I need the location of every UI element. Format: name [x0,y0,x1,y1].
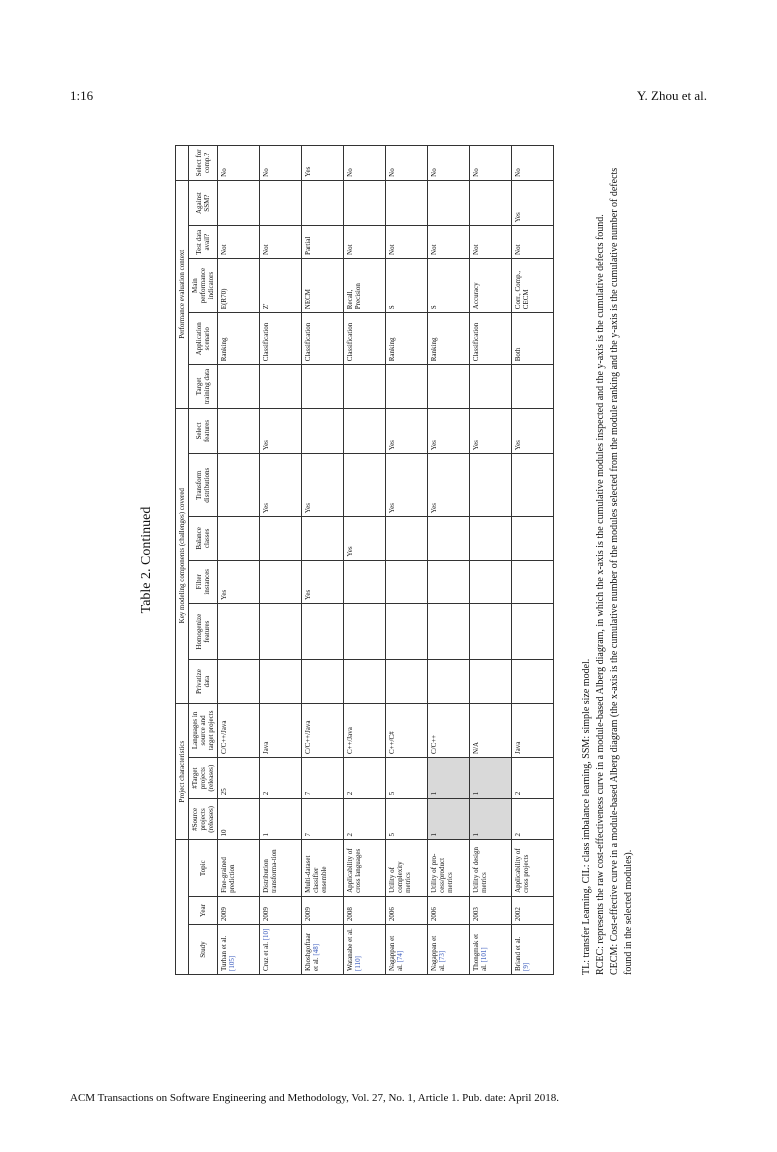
note: CECM: Cost-effective curve in a module-based Alberg diagram (the x-axis is the cumulative number of the modules selected from the module ranking and the y-axis is the cumulative number of defects found in the selected modules). [609,167,634,975]
cell-comp: No [260,146,302,181]
cell-lang: C++/Java [344,703,386,757]
cell-lang: N/A [470,703,512,757]
cell-test: Partial [302,226,344,259]
cell-src: 2 [512,799,554,840]
cell-target-train [260,365,302,408]
cell-topic: Fine-grained prediction [218,840,260,896]
cell-scenario: Both [512,313,554,365]
cell-select: Yes [428,408,470,454]
cell-src: 10 [218,799,260,840]
cell-src: 2 [344,799,386,840]
cell-privatize [428,660,470,703]
citation-link[interactable]: [73] [438,950,447,963]
cell-homogenize [260,603,302,659]
cell-select: Yes [470,408,512,454]
cell-ssm: Yes [512,180,554,226]
cell-select: Yes [512,408,554,454]
cell-target-train [302,365,344,408]
cell-balance [218,517,260,560]
note: RCEC: represents the raw cost-effectiveness curve in a module-based Alberg diagram, in which the x-axis is the cumulative modules inspected and the y-axis is the cumulative defects found. [595,214,606,975]
table-row [512,146,554,975]
cell-study [428,925,470,975]
cell-topic: Applicability of cross languages [344,840,386,896]
column-header-tgt: #Target projects (releases) [189,758,218,799]
column-header-ssm: Against SSM? [189,180,218,226]
cell-homogenize [386,603,428,659]
page-footer: ACM Transactions on Software Engineering and Methodology, Vol. 27, No. 1, Article 1. Pub. date: April 2018. [70,1092,559,1104]
cell-select [302,408,344,454]
cell-src: 7 [302,799,344,840]
cell-comp: No [512,146,554,181]
cell-indicators: Accuracy [470,258,512,312]
cell-scenario: Classification [344,313,386,365]
cell-topic: Utility of complexity metrics [386,840,428,896]
cell-filter [512,560,554,603]
cell-tgt: 25 [218,758,260,799]
cell-filter [344,560,386,603]
cell-target-train [512,365,554,408]
blank-group-cell [176,840,189,975]
cell-year: 2009 [302,896,344,924]
column-header-select: Select features [189,408,218,454]
page-header [70,88,707,106]
cell-test: Not [470,226,512,259]
table-row [470,146,512,975]
column-header-privatize: Privatize data [189,660,218,703]
column-header-indicators: Main performance indicators [189,258,218,312]
blank-group-cell [176,146,189,181]
cell-study [512,925,554,975]
study-name: Turhan et al. [220,935,229,971]
cell-topic: Multi-dataset classifier ensemble [302,840,344,896]
cell-target-train [386,365,428,408]
cell-select: Yes [260,408,302,454]
cell-privatize [344,660,386,703]
cell-tgt: 1 [470,758,512,799]
cell-filter: Yes [218,560,260,603]
cell-tgt: 5 [386,758,428,799]
cell-homogenize [218,603,260,659]
cell-indicators: E(R70) [218,258,260,312]
cell-homogenize [344,603,386,659]
cell-year: 2009 [218,896,260,924]
cell-indicators: NECM [302,258,344,312]
cell-filter [260,560,302,603]
cell-scenario: Classification [302,313,344,365]
cell-transform: Yes [386,454,428,517]
cell-indicators: Corr., Comp., CECM [512,258,554,312]
cell-study [302,925,344,975]
cell-tgt: 2 [512,758,554,799]
cell-transform [344,454,386,517]
cell-tgt: 2 [260,758,302,799]
cell-year: 2008 [344,896,386,924]
study-name: Cruz et al. [262,942,271,971]
cell-homogenize [302,603,344,659]
cell-select [218,408,260,454]
cell-study [260,925,302,975]
cell-src: 1 [470,799,512,840]
cell-lang: C/C++/Java [302,703,344,757]
note: TL: transfer Learning, CIL: class imbalance learning, SSM: simple size model. [581,658,592,975]
cell-scenario: Ranking [218,313,260,365]
cell-balance [386,517,428,560]
cell-homogenize [470,603,512,659]
cell-indicators: Z' [260,258,302,312]
cell-transform [512,454,554,517]
column-header-target-train: Target training data [189,365,218,408]
cell-filter [386,560,428,603]
cell-transform [218,454,260,517]
cell-topic: Applicability of cross projects [512,840,554,896]
cell-year: 2003 [470,896,512,924]
citation-link[interactable]: [105] [228,955,237,971]
cell-select [344,408,386,454]
cell-tgt: 1 [428,758,470,799]
cell-balance: Yes [344,517,386,560]
cell-filter [470,560,512,603]
cell-scenario: Ranking [386,313,428,365]
column-header-transform: Transform distributions [189,454,218,517]
table-row [344,146,386,975]
comparison-table [175,145,554,975]
cell-transform: Yes [428,454,470,517]
cell-year: 2009 [260,896,302,924]
cell-test: Not [512,226,554,259]
cell-homogenize [428,603,470,659]
cell-topic: Distribution transforma-tion [260,840,302,896]
table-row [260,146,302,975]
cell-balance [512,517,554,560]
running-authors: Y. Zhou et al. [636,88,707,103]
table-caption: Table 2. Continued [139,506,154,614]
cell-scenario: Classification [260,313,302,365]
column-header-filter: Filter instances [189,560,218,603]
rotated-table-block [139,145,634,975]
cell-select: Yes [386,408,428,454]
table-row [218,146,260,975]
cell-ssm [260,180,302,226]
cell-filter [428,560,470,603]
study-name: Nagappan et al. [388,935,405,971]
cell-transform [470,454,512,517]
cell-study [470,925,512,975]
cell-ssm [470,180,512,226]
cell-privatize [470,660,512,703]
cell-privatize [218,660,260,703]
column-header-topic: Topic [189,840,218,896]
cell-lang: Java [512,703,554,757]
cell-ssm [344,180,386,226]
cell-year: 2006 [386,896,428,924]
cell-privatize [260,660,302,703]
cell-privatize [386,660,428,703]
cell-src: 1 [428,799,470,840]
citation-link[interactable]: [110] [354,956,363,971]
cell-comp: Yes [302,146,344,181]
cell-transform: Yes [260,454,302,517]
cell-tgt: 7 [302,758,344,799]
cell-year: 2006 [428,896,470,924]
group-header-row [176,146,189,975]
cell-topic: Utility of design metrics [470,840,512,896]
column-header-scenario: Application scenario [189,313,218,365]
study-name: Briand et al. [514,936,523,971]
cell-transform: Yes [302,454,344,517]
cell-balance [302,517,344,560]
table-row [386,146,428,975]
cell-balance [428,517,470,560]
cell-ssm [386,180,428,226]
citation-link[interactable]: [9] [522,962,531,971]
citation-link[interactable]: [10] [262,928,271,941]
table-row [428,146,470,975]
study-name: Nagappan et al. [430,935,447,971]
study-name: Khoshgoftaar et al. [304,932,321,971]
cell-test: Not [386,226,428,259]
cell-src: 5 [386,799,428,840]
table-notes [580,145,636,975]
citation-link[interactable]: [101] [480,947,489,963]
cell-indicators: S [386,258,428,312]
cell-target-train [344,365,386,408]
group-key: Key modeling components (challenges) covered [176,408,189,703]
cell-comp: No [218,146,260,181]
cell-test: Not [344,226,386,259]
cell-indicators: Recall, Precision [344,258,386,312]
cell-topic: Utility of pro-cess/product metrics [428,840,470,896]
study-name: Watanabe et al. [346,928,355,971]
cell-balance [470,517,512,560]
citation-link[interactable]: [74] [396,950,405,963]
cell-filter: Yes [302,560,344,603]
cell-target-train [218,365,260,408]
cell-src: 1 [260,799,302,840]
cell-lang: Java [260,703,302,757]
column-header-balance: Balance classes [189,517,218,560]
cell-scenario: Classification [470,313,512,365]
column-header-study: Study [189,925,218,975]
cell-comp: No [386,146,428,181]
cell-comp: No [470,146,512,181]
cell-study [386,925,428,975]
cell-ssm [302,180,344,226]
cell-homogenize [512,603,554,659]
cell-year: 2002 [512,896,554,924]
column-header-row [189,146,218,975]
cell-comp: No [344,146,386,181]
cell-lang: C/C++/Java [218,703,260,757]
column-header-year: Year [189,896,218,924]
cell-study [218,925,260,975]
cell-tgt: 2 [344,758,386,799]
cell-privatize [302,660,344,703]
cell-ssm [218,180,260,226]
column-header-homogenize: Homogenize features [189,603,218,659]
cell-lang: C/C++ [428,703,470,757]
table-body [218,146,554,975]
cell-target-train [428,365,470,408]
column-header-src: #Source projects (releases) [189,799,218,840]
group-perf: Performance evaluation context [176,180,189,408]
cell-indicators: S [428,258,470,312]
cell-target-train [470,365,512,408]
cell-study [344,925,386,975]
column-header-comp: Select for comp.? [189,146,218,181]
cell-ssm [428,180,470,226]
table-row [302,146,344,975]
page-number: 1:16 [70,88,94,103]
citation-link[interactable]: [48] [312,943,321,956]
cell-test: Not [260,226,302,259]
cell-lang: C++/C# [386,703,428,757]
cell-test: Not [428,226,470,259]
column-header-lang: Languages in source and target projects [189,703,218,757]
cell-test: Not [218,226,260,259]
cell-scenario: Ranking [428,313,470,365]
cell-balance [260,517,302,560]
group-project: Project characteristics [176,703,189,840]
cell-comp: No [428,146,470,181]
study-name: Thongmak et al. [472,933,489,971]
column-header-test: Test data avail? [189,226,218,259]
cell-privatize [512,660,554,703]
